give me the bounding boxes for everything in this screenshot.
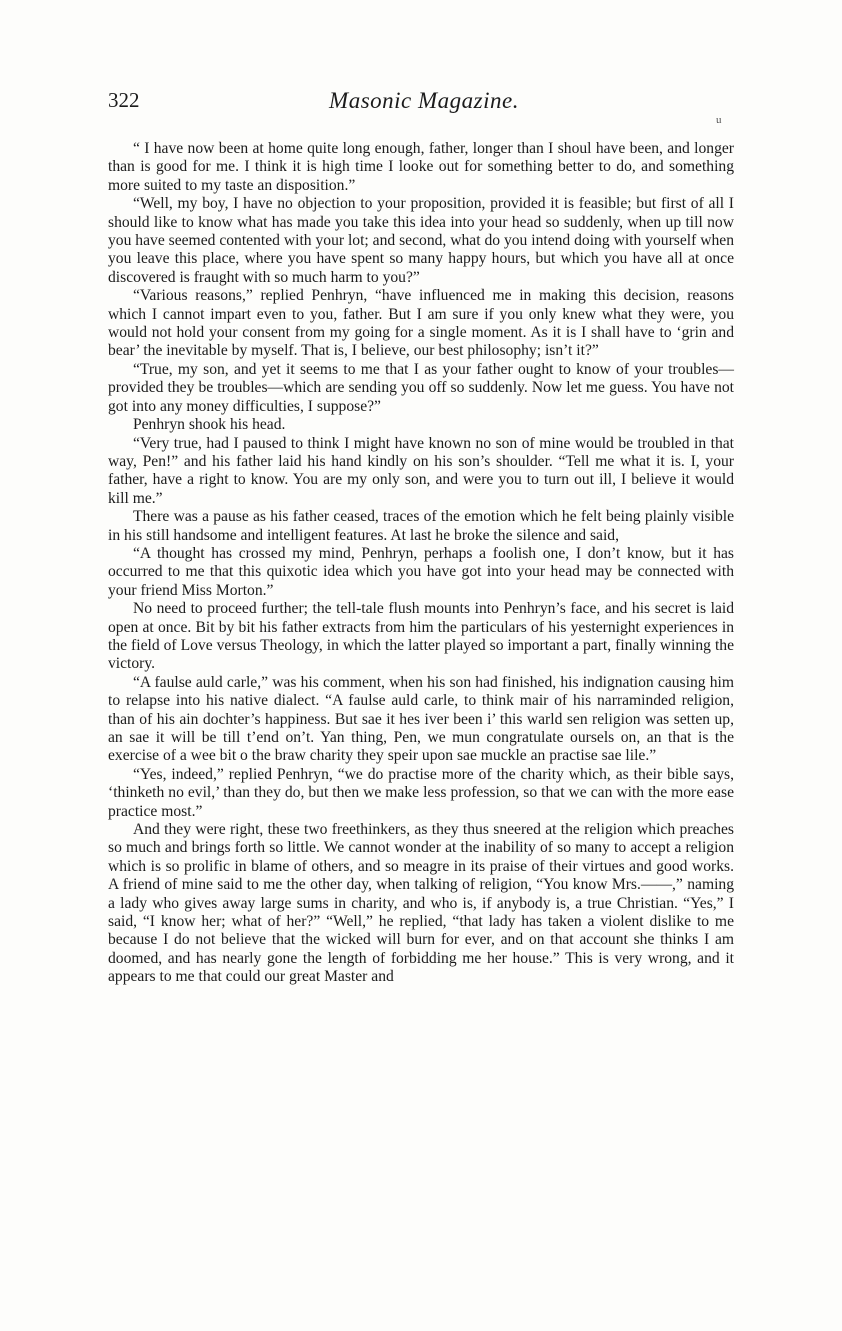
- paragraph: “ I have now been at home quite long enough, father, longer than I shoul have been, and longer than is good for me. I think it is high time I looke out for something better to do, and something more suited to my taste an disposition.”: [108, 140, 734, 194]
- paragraph: “Various reasons,” replied Penhryn, “have influenced me in making this decision, reasons which I cannot impart even to you, father. But I am sure if you only knew what they were, you would not hold your consent from my going for a single moment. As it is I shall have to ‘grin and bear’ the inevitable by myself. That is, I believe, our best philosophy; isn’t it?”: [108, 287, 734, 360]
- paragraph: “Very true, had I paused to think I might have known no son of mine would be troubled in that way, Pen!” and his father laid his hand kindly on his son’s shoulder. “Tell me what it is. I, your father, have a right to know. You are my only son, and were you to turn out ill, I believe it would kill me.”: [108, 434, 734, 507]
- page-header: [108, 88, 740, 118]
- paragraph: “A faulse auld carle,” was his comment, when his son had finished, his indignation causing him to relapse into his native dialect. “A faulse auld carle, to think mair of his narraminded religion, than of his ain dochter’s happiness. But sae it hes iver been i’ this warld sen religion was setten up, an sae it will be till t’end on’t. Yan thing, Pen, we mun congratulate oursels on, an that is the exercise of a wee bit o the braw charity they speir upon sae muckle an practise sae lile.”: [108, 673, 734, 765]
- running-title: Masonic Magazine.: [329, 88, 519, 113]
- paragraph: There was a pause as his father ceased, traces of the emotion which he felt being plainly visible in his still handsome and intelligent features. At last he broke the silence and said,: [108, 508, 734, 544]
- paragraph: No need to proceed further; the tell-tale flush mounts into Penhryn’s face, and his secret is laid open at once. Bit by bit his father extracts from him the particulars of his yesternight experiences in the field of Love versus Theology, in which the latter played so important a part, finally winning the victory.: [108, 600, 734, 673]
- paragraph: “A thought has crossed my mind, Penhryn, perhaps a foolish one, I don’t know, but it has occurred to me that this quixotic idea which you have got into your head may be connected with your friend Miss Morton.”: [108, 544, 734, 599]
- margin-mark: u: [716, 114, 722, 126]
- paragraph: “Well, my boy, I have no objection to your proposition, provided it is feasible; but first of all I should like to know what has made you take this idea into your head so suddenly, when up till now you have seemed contented with your lot; and second, what do you intend doing with yourself when you leave this place, where you have spent so many happy hours, but which you have all at once discovered is fraught with so much harm to you?”: [108, 195, 734, 286]
- paragraph: And they were right, these two freethinkers, as they thus sneered at the religion which preaches so much and brings forth so little. We cannot wonder at the inability of so many to accept a religion which is so prolific in blame of others, and so meagre in its praise of their virtues and good works. A friend of mine said to me the other day, when talking of religion, “You know Mrs.——,” naming a lady who gives away large sums in charity, and who is, if anybody is, a true Christian. “Yes,” I said, “I know her; what of her?” “Well,” he replied, “that lady has taken a violent dislike to me because I do not believe that the wicked will burn for ever, and on that account she thinks I am doomed, and has nearly gone the length of forbidding me her house.” This is very wrong, and it appears to me that could our great Master and: [108, 821, 734, 986]
- paragraph: “True, my son, and yet it seems to me that I as your father ought to know of your troubles—provided they be troubles—which are sending you off so suddenly. Now let me guess. You have not got into any money difficulties, I suppose?”: [108, 360, 734, 415]
- article-body: [108, 140, 734, 987]
- page-number: 322: [108, 88, 140, 112]
- paragraph: “Yes, indeed,” replied Penhryn, “we do practise more of the charity which, as their bible says, ‘thinketh no evil,’ than they do, but then we make less profession, so that we can with the more ease practice most.”: [108, 765, 734, 820]
- paragraph: Penhryn shook his head.: [132, 416, 286, 434]
